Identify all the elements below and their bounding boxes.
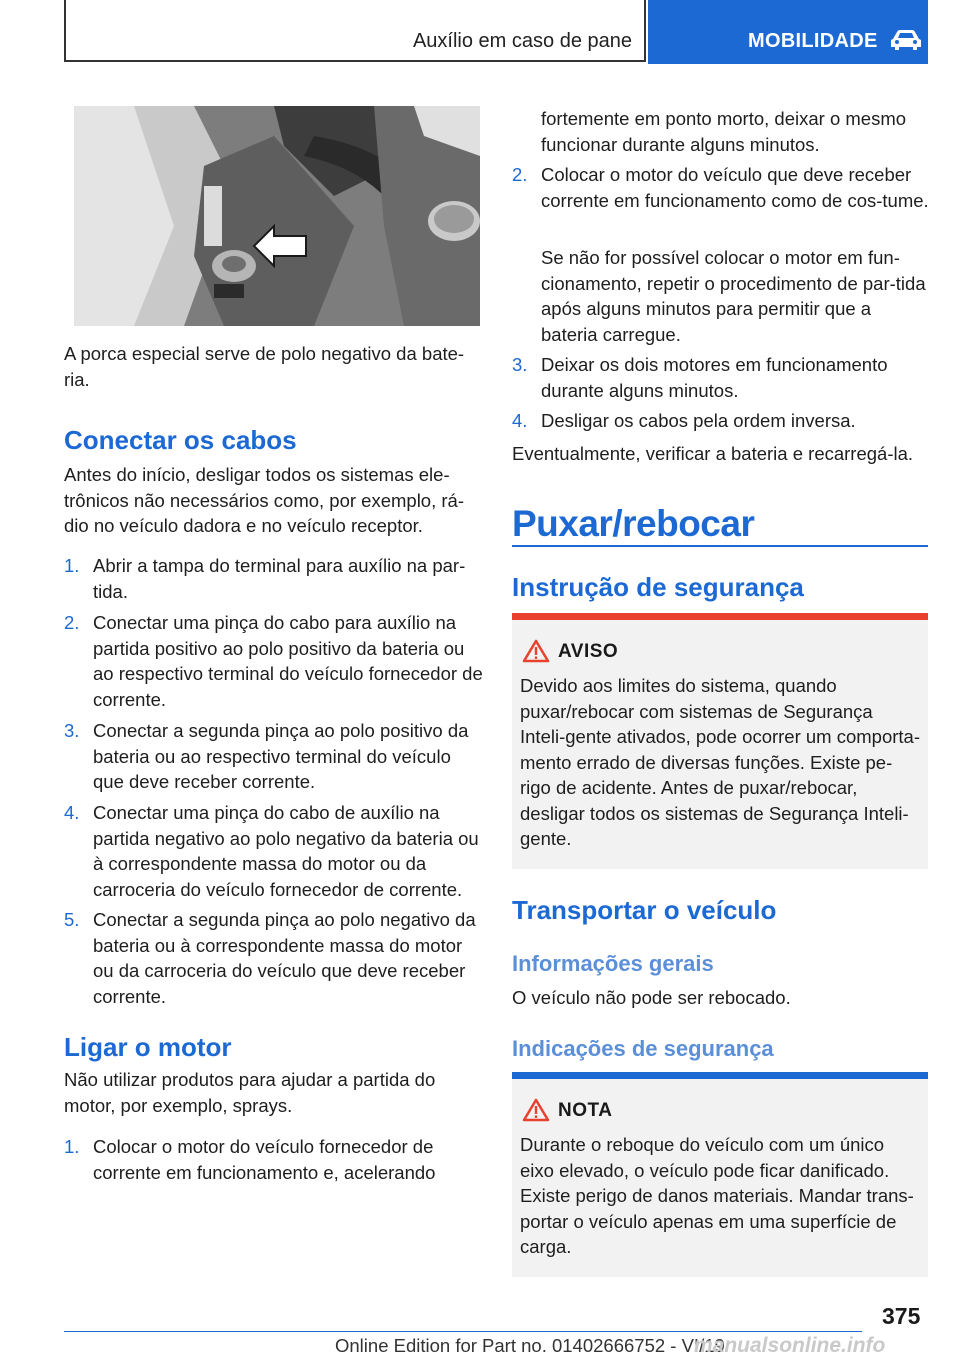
note-box (512, 1072, 928, 1277)
edition-text: Online Edition for Part no. 01402666752 - VI/19 (335, 1335, 725, 1356)
engine-bay-illustration (74, 106, 480, 326)
warning-text: Devido aos limites do sistema, quando puxar/rebocar com sistemas de Segurança Inteli-gente ativados, pode ocorrer um comporta-mento errado de diversas funções. Existe pe-rigo de acidente. Antes de puxar/rebocar, desligar todos os sistemas de Segurança Inteli-gente. (520, 675, 921, 849)
note-bar (512, 1072, 928, 1079)
step-text: Conectar a segunda pinça ao polo negativo da bateria ou à correspondente massa do motor ou da carroceria do veículo que deve receber corrente. (93, 909, 476, 1007)
warning-label: AVISO (558, 641, 619, 662)
step-continuation: fortemente em ponto morto, deixar o mesmo funcionar durante alguns minutos. (541, 108, 907, 155)
general-info-text: O veículo não pode ser rebocado. (512, 987, 791, 1008)
chapter-title: Puxar/rebocar (512, 503, 755, 544)
heading-connect-cables: Conectar os cabos (64, 425, 297, 455)
watermark: manualsonline.info (694, 1334, 886, 1357)
step-number: 3. (64, 720, 80, 741)
step-number: 5. (64, 909, 80, 930)
step-number: 2. (64, 612, 80, 633)
step-number: 4. (512, 410, 528, 431)
step-number: 1. (64, 555, 80, 576)
heading-safety-instruction: Instrução de segurança (512, 572, 804, 602)
heading-safety-notes: Indicações de segurança (512, 1036, 774, 1061)
chapter-label: MOBILIDADE (748, 30, 878, 52)
page-number: 375 (882, 1303, 921, 1329)
car-icon (889, 28, 923, 52)
step-text: Se não for possível colocar o motor em fun-cionamento, repetir o procedimento de par-tida após alguns minutos para permitir que a bateria carregue. (541, 247, 926, 345)
heading-transport: Transportar o veículo (512, 895, 777, 925)
heading-general-info: Informações gerais (512, 951, 714, 976)
step-text: Conectar uma pinça do cabo para auxílio na partida positivo ao polo positivo da bateria ou ao respectivo terminal do veículo fornecedor de corrente. (93, 612, 483, 710)
step-text: Conectar uma pinça do cabo de auxílio na partida negativo ao polo negativo da bateria ou à correspondente massa do motor ou da carroceria do veículo fornecedor de corrente. (93, 802, 479, 900)
step-text: Colocar o motor do veículo que deve receber corrente em funcionamento como de cos-tume. (541, 164, 929, 211)
warning-box (512, 613, 928, 869)
start-engine-intro: Não utilizar produtos para ajudar a partida do motor, por exemplo, sprays. (64, 1069, 436, 1116)
connect-intro: Antes do início, desligar todos os sistemas ele-trônicos não necessários como, por exemplo, rá-dio no veículo dadora e no veículo receptor. (64, 464, 464, 536)
chapter-tab (648, 0, 928, 64)
closing-text: Eventualmente, verificar a bateria e recarregá-la. (512, 443, 914, 464)
title-rule (512, 545, 928, 547)
page-header (64, 0, 928, 64)
photo-caption: A porca especial serve de polo negativo da bate-ria. (64, 343, 465, 390)
step-number: 4. (64, 802, 80, 823)
step-number: 1. (64, 1136, 80, 1157)
note-label: NOTA (558, 1100, 613, 1121)
step-number: 3. (512, 354, 528, 375)
step-text: Deixar os dois motores em funcionamento durante alguns minutos. (541, 354, 888, 401)
warning-triangle-icon (522, 1098, 550, 1122)
footer-rule (64, 1331, 862, 1332)
section-title: Auxílio em caso de pane (412, 30, 632, 52)
step-text: Desligar os cabos pela ordem inversa. (541, 410, 856, 431)
engine-bay-photo (74, 106, 480, 326)
warning-triangle-icon (522, 639, 550, 663)
step-text: Abrir a tampa do terminal para auxílio na par-tida. (93, 555, 466, 602)
warning-bar (512, 613, 928, 620)
step-number: 2. (512, 164, 528, 185)
step-text: Conectar a segunda pinça ao polo positivo da bateria ou ao respectivo terminal do veículo que deve receber corrente. (93, 720, 469, 792)
section-tab (64, 0, 646, 62)
note-text: Durante o reboque do veículo com um único eixo elevado, o veículo pode ficar danificado. Existe perigo de danos materiais. Mandar trans-portar o veículo apenas em uma superfície de carga. (520, 1134, 914, 1257)
heading-start-engine: Ligar o motor (64, 1032, 232, 1062)
step-text: Colocar o motor do veículo fornecedor de corrente em funcionamento e, acelerando (93, 1136, 436, 1183)
